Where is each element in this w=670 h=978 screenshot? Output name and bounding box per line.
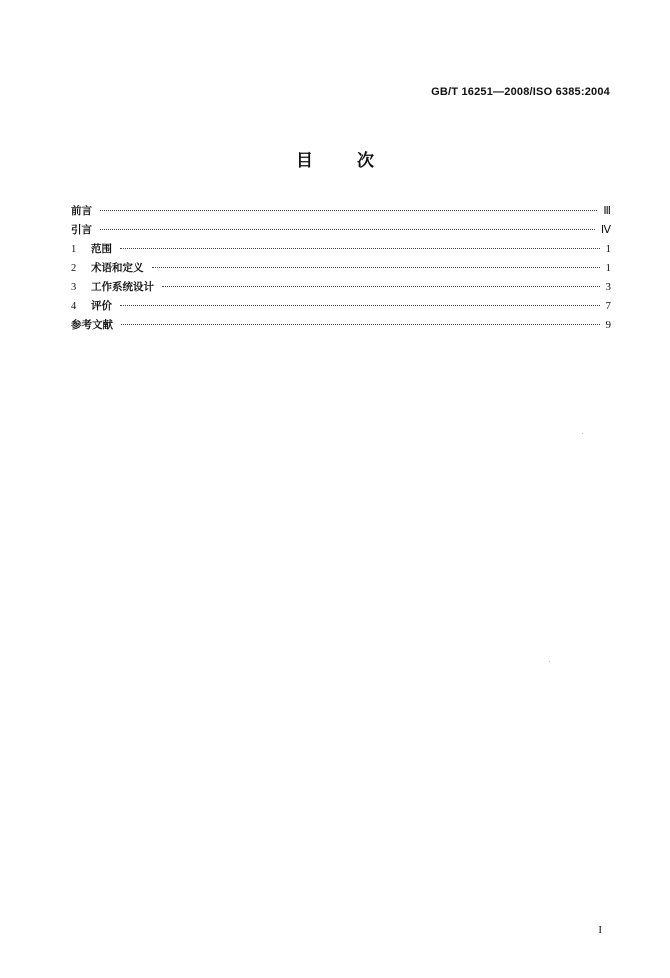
toc-section-number: 3 xyxy=(71,282,77,293)
toc-label: 术语和定义 xyxy=(91,262,144,274)
toc-page-number: 1 xyxy=(605,243,611,255)
standard-code: GB/T 16251—2008/ISO 6385:2004 xyxy=(431,86,610,98)
toc-label: 参考文献 xyxy=(71,319,113,331)
table-of-contents xyxy=(71,203,611,336)
toc-page-number: Ⅳ xyxy=(600,224,611,236)
toc-section-number: 4 xyxy=(71,301,77,312)
scan-speck xyxy=(549,661,550,662)
toc-page-number: 1 xyxy=(605,262,611,274)
toc-entry-bibliography[interactable] xyxy=(71,317,611,336)
toc-entry-preface[interactable] xyxy=(71,203,611,222)
leader-dots xyxy=(162,286,600,287)
toc-section-number: 2 xyxy=(71,263,77,274)
scan-speck xyxy=(582,433,583,434)
title-char-2: 次 xyxy=(357,151,374,171)
toc-page-number: 9 xyxy=(605,319,611,331)
leader-dots xyxy=(121,324,600,325)
toc-entry-work-system-design[interactable] xyxy=(71,279,611,298)
toc-entry-terms[interactable] xyxy=(71,260,611,279)
title-char-1: 目 xyxy=(296,151,313,171)
toc-page-number: 3 xyxy=(605,281,611,293)
toc-label: 前言 xyxy=(71,205,92,217)
toc-label: 范围 xyxy=(91,243,112,255)
leader-dots xyxy=(120,305,600,306)
toc-entry-introduction[interactable] xyxy=(71,222,611,241)
toc-page-number: 7 xyxy=(605,300,611,312)
toc-label: 引言 xyxy=(71,224,92,236)
toc-label: 工作系统设计 xyxy=(91,281,154,293)
toc-label: 评价 xyxy=(91,300,112,312)
toc-entry-evaluation[interactable] xyxy=(71,298,611,317)
toc-entry-scope[interactable] xyxy=(71,241,611,260)
page-number: I xyxy=(598,924,602,936)
leader-dots xyxy=(120,248,600,249)
toc-section-number: 1 xyxy=(71,244,77,255)
toc-page-number: Ⅲ xyxy=(603,205,611,217)
leader-dots xyxy=(100,210,597,211)
leader-dots xyxy=(100,229,595,230)
leader-dots xyxy=(152,267,600,268)
page-title xyxy=(0,146,670,171)
